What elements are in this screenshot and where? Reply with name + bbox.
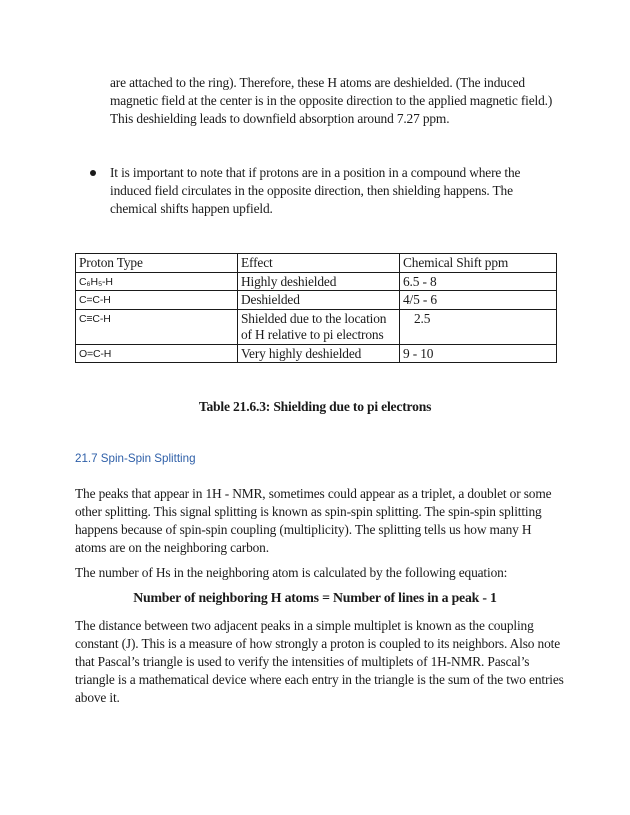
shift-cell: 9 - 10 (400, 344, 557, 363)
proton-type-cell: C≡C-H (76, 309, 238, 344)
table-row (76, 291, 557, 310)
header-effect: Effect (238, 254, 400, 273)
section-heading: 21.7 Spin-Spin Splitting (75, 452, 196, 465)
shift-cell: 4/5 - 6 (400, 291, 557, 310)
effect-cell: Shielded due to the location of H relative to pi electrons (238, 309, 400, 344)
table-row (76, 344, 557, 363)
header-chemical-shift: Chemical Shift ppm (400, 254, 557, 273)
table-row (76, 309, 557, 344)
header-proton-type: Proton Type (76, 254, 238, 273)
shielding-table (75, 253, 557, 363)
bullet-icon (90, 170, 96, 176)
effect-cell: Very highly deshielded (238, 344, 400, 363)
effect-cell: Deshielded (238, 291, 400, 310)
shift-cell: 6.5 - 8 (400, 272, 557, 291)
paragraph-coupling-constant: The distance between two adjacent peaks in a simple multiplet is known as the coupling constant (J). This is a measure of how strongly a proton is coupled to its neighbors. Also note that Pascal’s triangle is used to verify the intensities of multiplets of 1H-NMR. Pascal’s triangle is a mathematical device where each entry in the triangle is the sum of the two entries above it. (75, 618, 564, 705)
proton-type-cell: C=C-H (76, 291, 238, 310)
table-row (76, 272, 557, 291)
proton-type-cell: O=C-H (76, 344, 238, 363)
paragraph-equation-intro: The number of Hs in the neighboring atom is calculated by the following equation: (75, 565, 508, 580)
effect-cell: Highly deshielded (238, 272, 400, 291)
proton-type-cell: C₆H₅-H (76, 272, 238, 291)
paragraph-splitting: The peaks that appear in 1H - NMR, sometimes could appear as a triplet, a doublet or some other splitting. This signal splitting is known as spin-spin splitting. The spin-spin splitting happens because of spin-spin coupling (multiplicity). The splitting tells us how many H atoms are on the neighboring carbon. (75, 486, 552, 555)
continuation-paragraph: are attached to the ring). Therefore, these H atoms are deshielded. (The induced magnetic field at the center is in the opposite direction to the applied magnetic field.) This deshielding leads to downfield absorption around 7.27 ppm. (110, 75, 553, 126)
shift-cell: 2.5 (400, 309, 557, 344)
table-caption: Table 21.6.3: Shielding due to pi electrons (198, 399, 432, 414)
equation-text: Number of neighboring H atoms = Number of lines in a peak - 1 (133, 590, 497, 605)
bullet-text: It is important to note that if protons are in a position in a compound where the induced field circulates in the opposite direction, then shielding happens. The chemical shifts happen upfield. (110, 165, 521, 216)
table-header-row (76, 254, 557, 273)
